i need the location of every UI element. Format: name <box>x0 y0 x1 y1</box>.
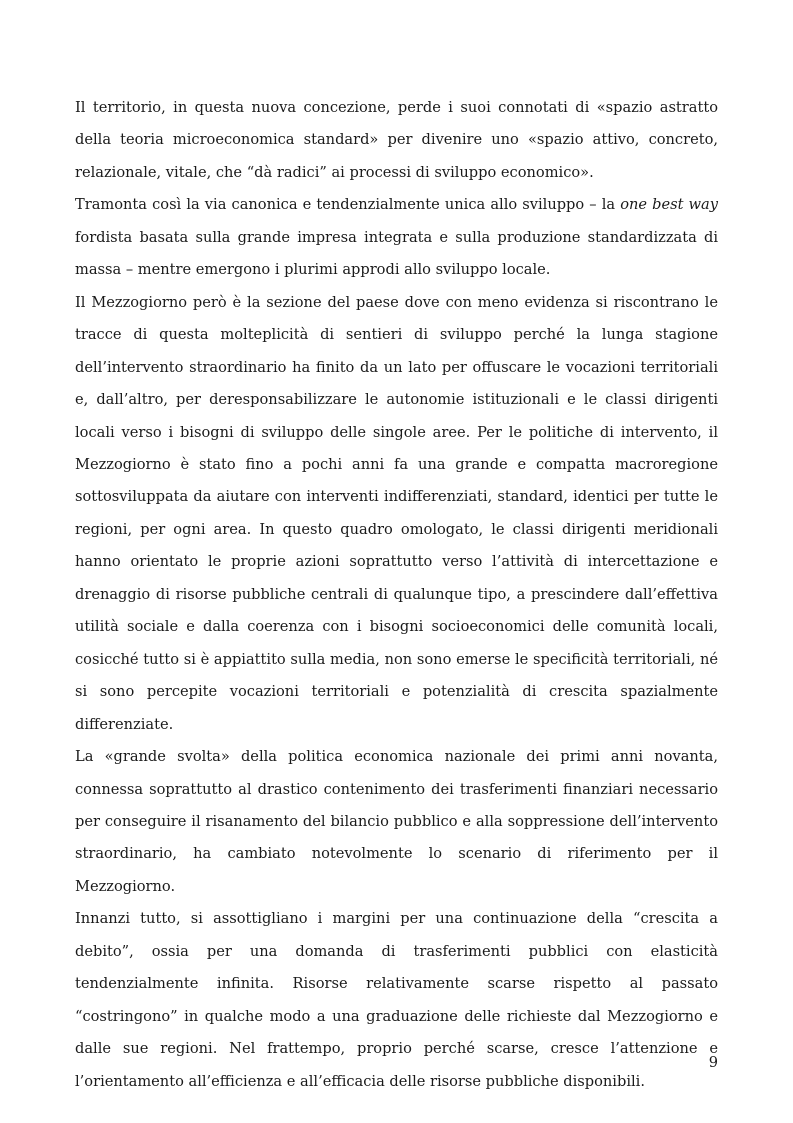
italic-phrase: one best way <box>620 196 718 214</box>
paragraph-text: Innanzi tutto, si assottigliano i margini per una continuazione della “crescita a debito”, ossia per una domanda di trasferimenti pubblici con elasticità tendenzialmente infinita. Risorse relativamente scarse rispetto al passato “costringono” in qualche modo a una graduazione delle richieste dal Mezzogiorno e dalle sue regioni. Nel frattempo, proprio perché scarse, cresce l’attenzione e l’orientamento all’efficienza e all’efficacia delle risorse pubbliche disponibili. <box>75 910 718 1090</box>
paragraph-text: Il territorio, in questa nuova concezione, perde i suoi connotati di «spazio astratto della teoria microeconomica standard» per divenire uno «spazio attivo, concreto, relazionale, vitale, che “dà radici” ai processi di sviluppo economico». <box>75 99 718 181</box>
paragraph-text: fordista basata sulla grande impresa integrata e sulla produzione standardizzata di massa – mentre emergono i plurimi approdi allo sviluppo locale. <box>75 228 718 279</box>
paragraph-tramonta <box>75 189 718 286</box>
page-number: 9 <box>708 1054 718 1071</box>
paragraph-innanzi-tutto <box>75 903 718 1098</box>
paragraph-text: Il Mezzogiorno però è la sezione del paese dove con meno evidenza si riscontrano le tracce di questa molteplicità di sentieri di sviluppo perché la lunga stagione dell’intervento straordinario ha finito da un lato per offuscare le vocazioni territoriali e, dall’altro, per deresponsabilizzare le autonomie istituzionali e le classi dirigenti locali verso i bisogni di sviluppo delle singole aree. Per le politiche di intervento, il Mezzogiorno è stato fino a pochi anni fa una grande e compatta macroregione sottosviluppata da aiutare con interventi indifferenziati, standard, identici per tutte le regioni, per ogni area. In questo quadro omologato, le classi dirigenti meridionali hanno orientato le proprie azioni soprattutto verso l’attività di intercettazione e drenaggio di risorse pubbliche centrali di qualunque tipo, a prescindere dall’effettiva utilità sociale e dalla coerenza con i bisogni socioeconomici delle comunità locali, cosicché tutto si è appiattito sulla media, non sono emerse le specificità territoriali, né si sono percepite vocazioni territoriali e potenzialità di crescita spazialmente differenziate. <box>75 293 718 733</box>
paragraph-text: La «grande svolta» della politica economica nazionale dei primi anni novanta, connessa soprattutto al drastico contenimento dei trasferimenti finanziari necessario per conseguire il risanamento del bilancio pubblico e alla soppressione dell’intervento straordinario, ha cambiato notevolmente lo scenario di riferimento per il Mezzogiorno. <box>75 748 718 895</box>
paragraph-mezzogiorno <box>75 287 718 741</box>
paragraph-text: Tramonta così la via canonica e tendenzialmente unica allo sviluppo – la <box>75 196 621 214</box>
body-text <box>75 92 718 1098</box>
paragraph-grande-svolta <box>75 741 718 903</box>
paragraph-territorio <box>75 92 718 189</box>
